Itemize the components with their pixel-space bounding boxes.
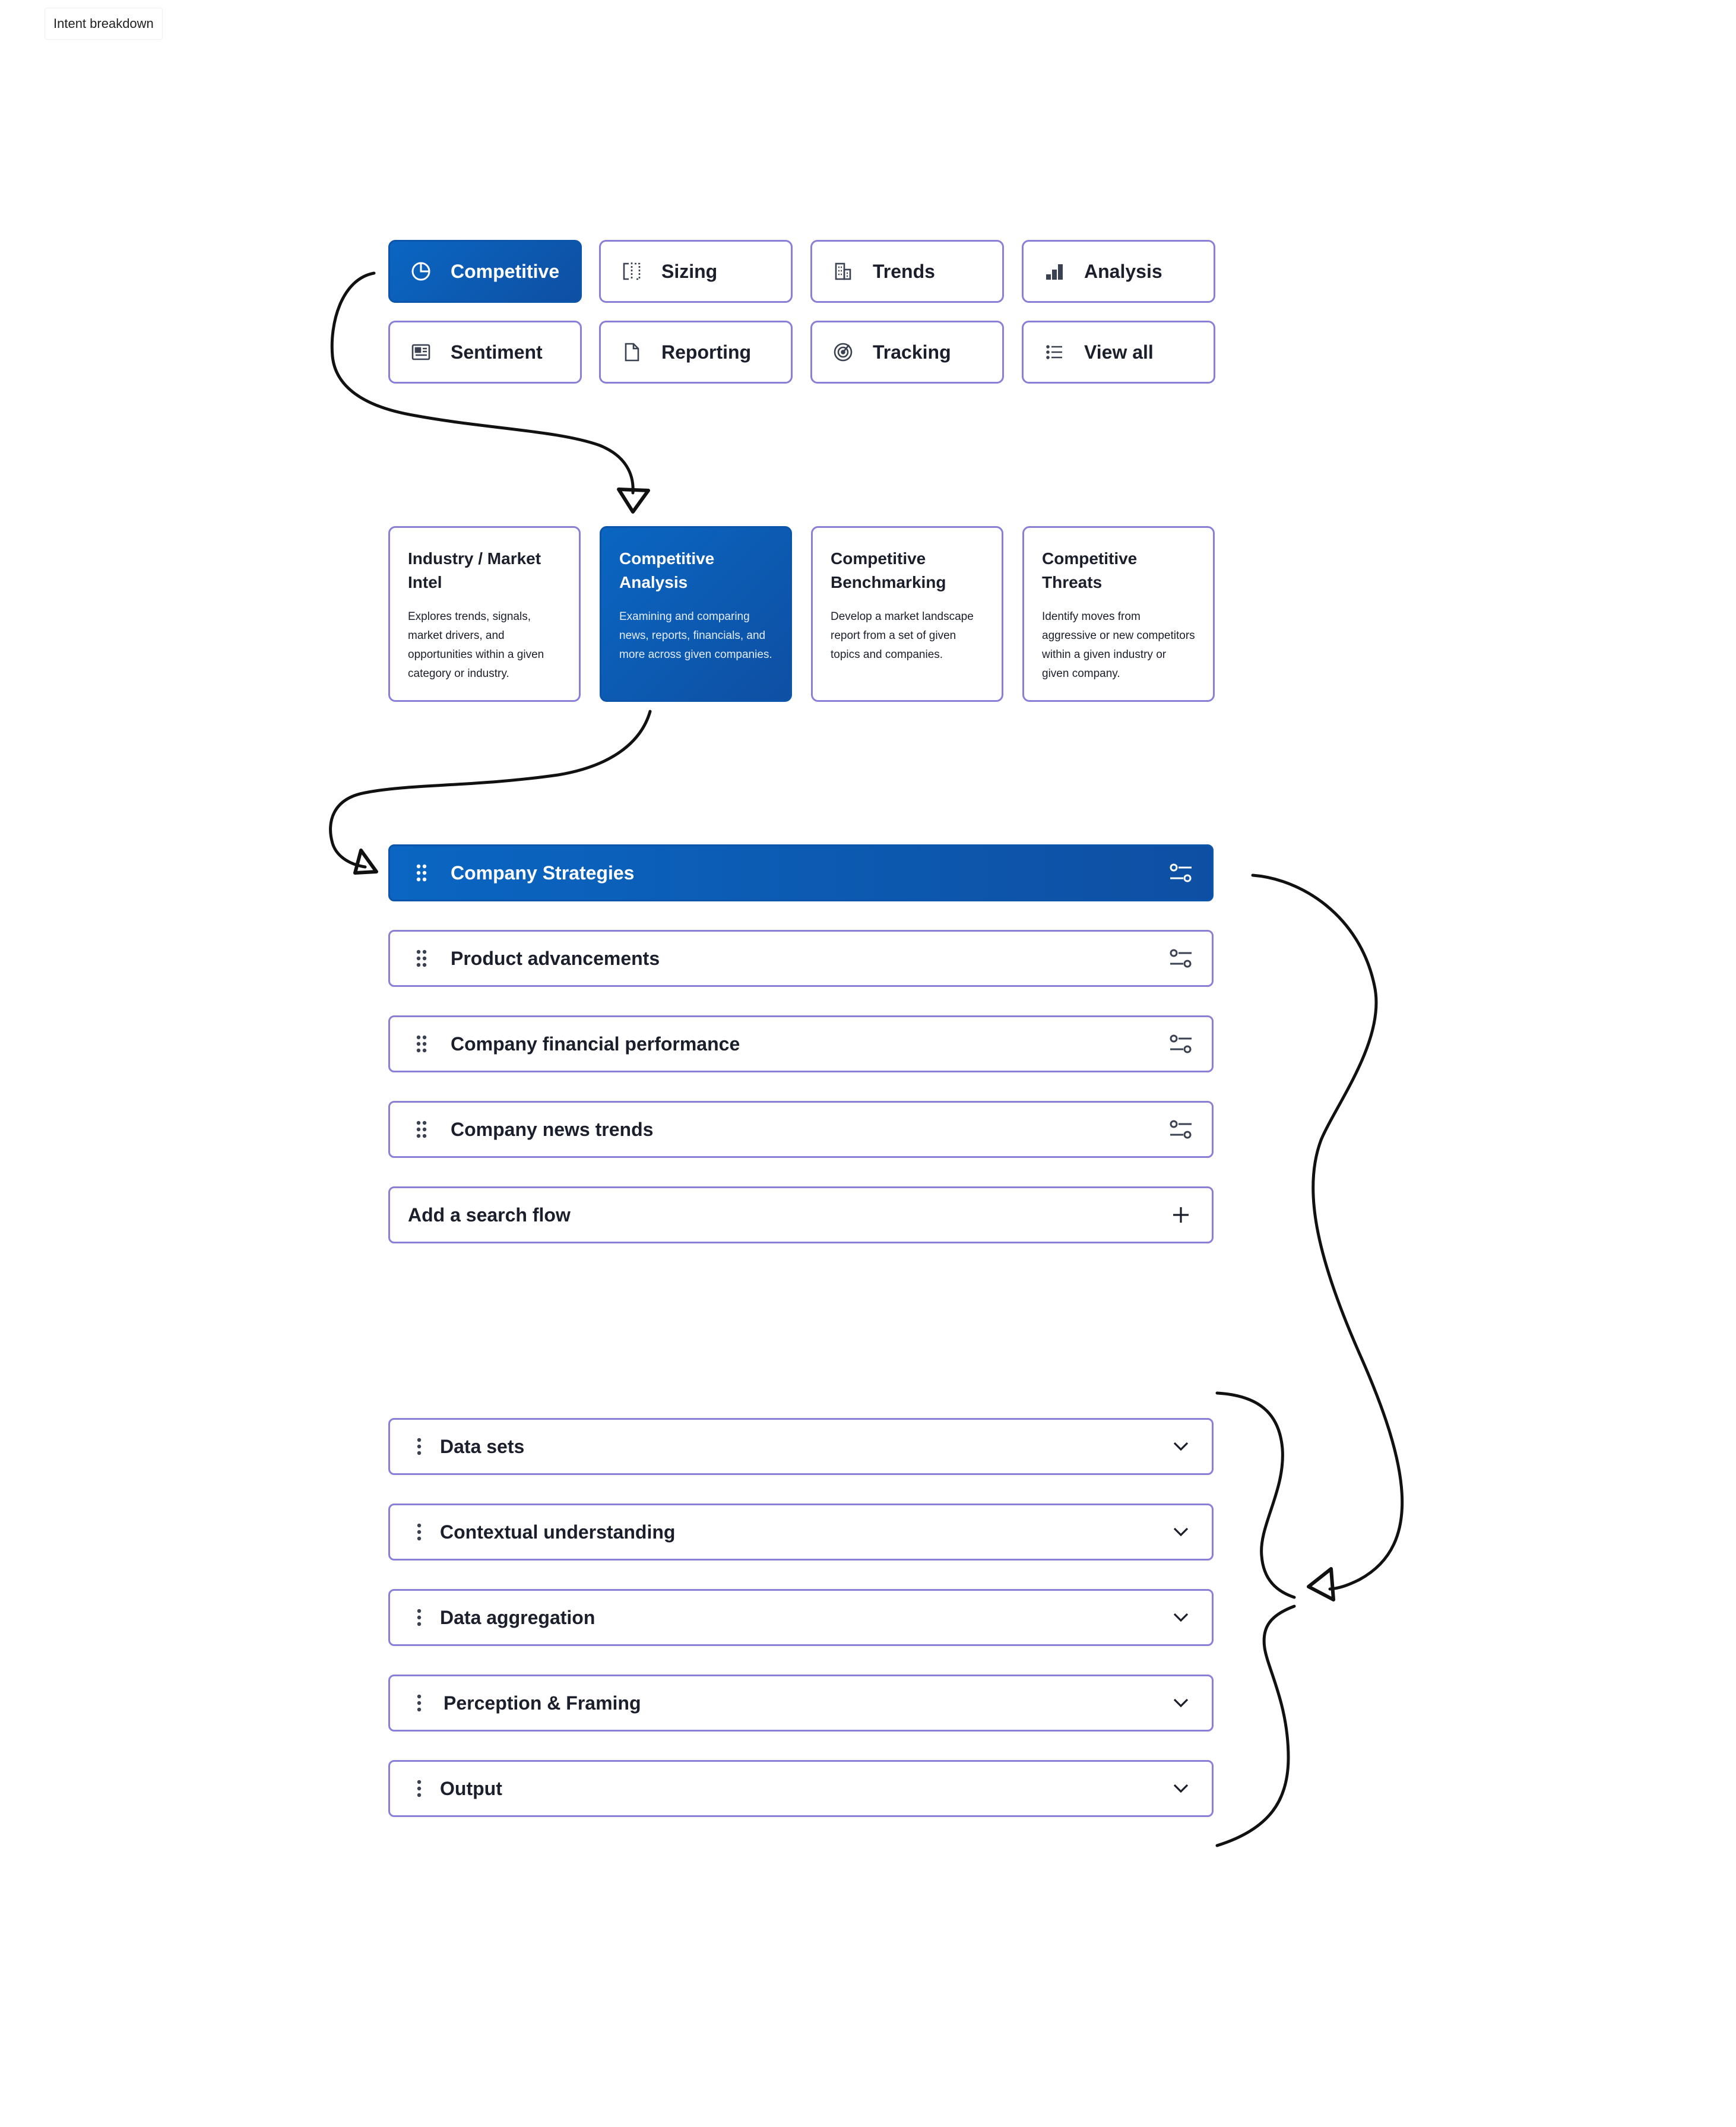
- vertical-dots-icon[interactable]: [416, 1608, 422, 1627]
- vertical-dots-icon[interactable]: [416, 1779, 422, 1798]
- arrowhead-steps: [1309, 1569, 1333, 1600]
- category-tracking-button[interactable]: [810, 321, 1004, 384]
- vertical-dots-icon[interactable]: [416, 1523, 422, 1542]
- search-flow-company-news-trends[interactable]: [388, 1101, 1214, 1158]
- search-flow-company-financial-performance[interactable]: [388, 1015, 1214, 1072]
- settings-sliders-icon[interactable]: [1169, 1032, 1193, 1056]
- plus-icon[interactable]: [1169, 1203, 1193, 1227]
- category-label: Trends: [873, 260, 935, 282]
- category-analysis-button[interactable]: [1022, 240, 1215, 303]
- step-label: Data sets: [440, 1435, 525, 1457]
- pie-chart-icon: [410, 261, 432, 282]
- step-label: Output: [440, 1777, 502, 1799]
- search-flow-product-advancements[interactable]: [388, 930, 1214, 987]
- step-label: Perception & Framing: [443, 1692, 641, 1714]
- category-label: Sizing: [661, 260, 718, 282]
- search-flow-label: Company Strategies: [451, 862, 635, 884]
- settings-sliders-icon[interactable]: [1169, 1118, 1193, 1141]
- intent-card-description: Examining and comparing news, reports, financials, and more across given companies.: [619, 610, 772, 661]
- step-data-sets[interactable]: [388, 1418, 1214, 1475]
- document-icon: [621, 341, 642, 363]
- category-label: Reporting: [661, 341, 752, 363]
- building-icon: [832, 261, 854, 282]
- radar-icon: [832, 341, 854, 363]
- add-search-flow-label: Add a search flow: [408, 1204, 571, 1226]
- step-label: Contextual understanding: [440, 1521, 676, 1543]
- arrowhead-intent: [619, 489, 648, 512]
- drag-handle-icon[interactable]: [414, 1120, 429, 1139]
- settings-sliders-icon[interactable]: [1169, 861, 1193, 885]
- category-trends-button[interactable]: [810, 240, 1004, 303]
- category-label: Tracking: [873, 341, 951, 363]
- newspaper-icon: [410, 341, 432, 363]
- brace-steps: [1217, 1393, 1294, 1846]
- add-search-flow-button[interactable]: [388, 1186, 1214, 1243]
- chevron-down-icon[interactable]: [1169, 1606, 1193, 1629]
- intent-card-title: Competitive Threats: [1042, 549, 1138, 591]
- step-perception-framing[interactable]: [388, 1675, 1214, 1732]
- search-flow-company-strategies[interactable]: [388, 844, 1214, 901]
- intent-card-competitive-analysis[interactable]: [600, 526, 792, 702]
- category-reporting-button[interactable]: [599, 321, 793, 384]
- category-label: Competitive: [451, 260, 560, 282]
- search-flow-label: Company financial performance: [451, 1033, 740, 1055]
- frame-label: Intent breakdown: [45, 8, 162, 39]
- category-label: View all: [1084, 341, 1154, 363]
- step-output[interactable]: [388, 1760, 1214, 1817]
- arrow-intent-to-flows: [331, 711, 650, 867]
- category-label: Sentiment: [451, 341, 543, 363]
- step-data-aggregation[interactable]: [388, 1589, 1214, 1646]
- intent-card-description: Develop a market landscape report from a set of given topics and companies.: [831, 610, 974, 661]
- chevron-down-icon[interactable]: [1169, 1777, 1193, 1800]
- intent-card-description: Identify moves from aggressive or new competitors within a given industry or given company.: [1042, 610, 1195, 680]
- step-contextual-understanding[interactable]: [388, 1504, 1214, 1561]
- intent-card-title: Competitive Analysis: [619, 549, 715, 591]
- search-flow-label: Company news trends: [451, 1118, 654, 1140]
- arrow-flows-to-steps: [1253, 875, 1402, 1589]
- category-view-all-button[interactable]: [1022, 321, 1215, 384]
- category-competitive-button[interactable]: [388, 240, 582, 303]
- category-sizing-button[interactable]: [599, 240, 793, 303]
- settings-sliders-icon[interactable]: [1169, 947, 1193, 970]
- drag-handle-icon[interactable]: [414, 863, 429, 882]
- category-sentiment-button[interactable]: [388, 321, 582, 384]
- intent-card-competitive-threats[interactable]: [1022, 526, 1215, 702]
- vertical-dots-icon[interactable]: [416, 1437, 422, 1456]
- bar-chart-icon: [1044, 261, 1065, 282]
- chevron-down-icon[interactable]: [1169, 1435, 1193, 1458]
- intent-card-industry-market-intel[interactable]: [388, 526, 581, 702]
- drag-handle-icon[interactable]: [414, 1034, 429, 1053]
- intent-card-title: Industry / Market Intel: [408, 549, 541, 591]
- list-icon: [1044, 341, 1065, 363]
- intent-card-title: Competitive Benchmarking: [831, 549, 946, 591]
- chevron-down-icon[interactable]: [1169, 1520, 1193, 1544]
- category-label: Analysis: [1084, 260, 1162, 282]
- intent-card-description: Explores trends, signals, market drivers, and opportunities within a given category or industry.: [408, 610, 544, 680]
- search-flow-label: Product advancements: [451, 947, 660, 969]
- drag-handle-icon[interactable]: [414, 949, 429, 968]
- split-panel-icon: [621, 261, 642, 282]
- step-label: Data aggregation: [440, 1606, 595, 1628]
- vertical-dots-icon[interactable]: [416, 1694, 422, 1713]
- arrowhead-flows: [355, 850, 376, 873]
- chevron-down-icon[interactable]: [1169, 1691, 1193, 1715]
- intent-card-competitive-benchmarking[interactable]: [811, 526, 1003, 702]
